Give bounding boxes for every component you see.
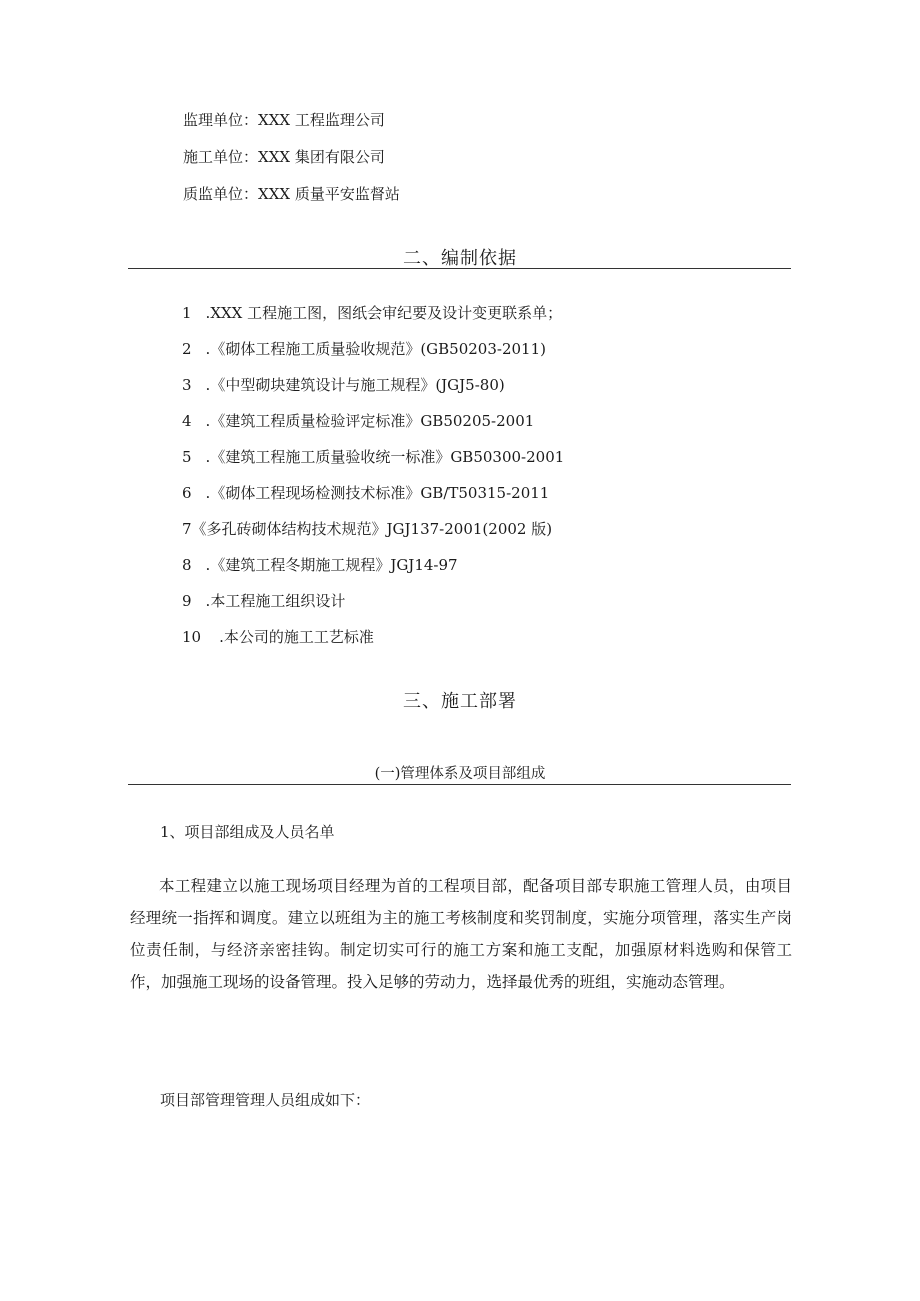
unit-value: XXX 集团有限公司 [258, 148, 385, 166]
reference-item [182, 590, 345, 611]
section-heading-deployment: 三、施工部署 [403, 691, 517, 712]
reference-number: 2 [182, 340, 192, 358]
closing-line: 项目部管理管理人员组成如下： [160, 1091, 371, 1109]
item-title: 1、项目部组成及人员名单 [160, 823, 335, 841]
section-divider [128, 268, 791, 269]
reference-item [182, 302, 562, 323]
reference-number: 5 [182, 448, 192, 466]
reference-text: 《多孔砖砌体结构技术规范》JGJ137-2001(2002 版) [191, 520, 553, 538]
reference-number: 1 [182, 304, 192, 322]
reference-item [182, 410, 534, 431]
unit-value: XXX 质量平安监督站 [258, 185, 400, 203]
section-divider [128, 784, 791, 785]
reference-item [182, 338, 546, 359]
subsection-heading: (一)管理体系及项目部组成 [374, 766, 546, 782]
reference-number: 10 [182, 628, 202, 646]
reference-item [182, 518, 552, 539]
reference-item [182, 446, 564, 467]
unit-label: 质监单位： [183, 185, 259, 203]
unit-label: 监理单位： [183, 111, 259, 129]
reference-number: 3 [182, 376, 192, 394]
reference-number: 9 [182, 592, 192, 610]
reference-text: .《建筑工程施工质量验收统一标准》GB50300-2001 [205, 448, 565, 466]
reference-item [182, 374, 505, 395]
reference-item [182, 482, 549, 503]
reference-number: 8 [182, 556, 192, 574]
construction-unit-line [183, 146, 385, 167]
body-paragraph: 本工程建立以施工现场项目经理为首的工程项目部，配备项目部专职施工管理人员，由项目经理统一指挥和调度。建立以班组为主的施工考核制度和奖罚制度，实施分项管理，落实生产岗位责任制，与经济亲密挂钩。制定切实可行的施工方案和施工支配，加强原材料选购和保管工作，加强施工现场的设备管理。投入足够的劳动力，选择最优秀的班组，实施动态管理。 [130, 877, 792, 991]
unit-label: 施工单位： [183, 148, 259, 166]
reference-number: 4 [182, 412, 192, 430]
reference-text: .《建筑工程冬期施工规程》JGJ14-97 [205, 556, 458, 574]
reference-text: .XXX 工程施工图，图纸会审纪要及设计变更联系单； [205, 304, 563, 322]
section-heading-basis: 二、编制依据 [403, 248, 517, 269]
reference-text: .本公司的施工工艺标准 [219, 628, 374, 646]
reference-text: .本工程施工组织设计 [205, 592, 346, 610]
reference-number: 6 [182, 484, 192, 502]
reference-text: .《中型砌块建筑设计与施工规程》(JGJ5-80) [205, 376, 505, 394]
reference-number: 7 [182, 520, 192, 538]
quality-unit-line [183, 183, 400, 204]
reference-text: .《砌体工程施工质量验收规范》(GB50203-2011) [205, 340, 546, 358]
reference-item [182, 554, 458, 575]
reference-text: .《砌体工程现场检测技术标准》GB/T50315-2011 [205, 484, 550, 502]
supervision-unit-line [183, 109, 385, 130]
reference-item [182, 626, 374, 647]
reference-text: .《建筑工程质量检验评定标准》GB50205-2001 [205, 412, 535, 430]
unit-value: XXX 工程监理公司 [258, 111, 385, 129]
